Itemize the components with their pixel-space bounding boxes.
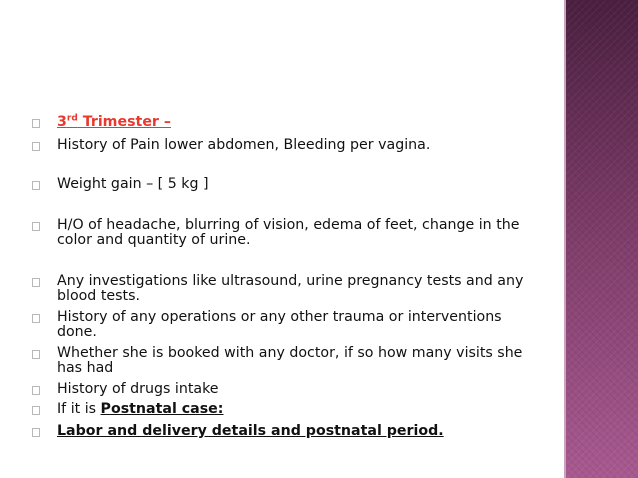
square-bullet-icon bbox=[32, 278, 40, 287]
square-bullet-icon bbox=[32, 350, 40, 359]
slide-heading: 3rd Trimester – bbox=[57, 113, 171, 130]
bullet-text: H/O of headache, blurring of vision, edema of feet, change in the color and quantity of urine. bbox=[57, 217, 520, 248]
square-bullet-icon bbox=[32, 386, 40, 395]
square-bullet-icon bbox=[32, 428, 40, 437]
bullet-text: Any investigations like ultrasound, urine pregnancy tests and any blood tests. bbox=[57, 273, 524, 304]
square-bullet-icon bbox=[32, 406, 40, 415]
square-bullet-icon bbox=[32, 222, 40, 231]
bullet-text: Labor and delivery details and postnatal period. bbox=[57, 423, 444, 439]
square-bullet-icon bbox=[32, 314, 40, 323]
bullet-text: If it is Postnatal case: bbox=[57, 401, 224, 417]
square-bullet-icon bbox=[32, 119, 40, 128]
bullet-text: Weight gain – [ 5 kg ] bbox=[57, 176, 209, 192]
decorative-purple-bar bbox=[566, 0, 638, 478]
bullet-text: Whether she is booked with any doctor, if so how many visits she has had bbox=[57, 345, 523, 376]
postnatal-case-label: Postnatal case: bbox=[100, 401, 224, 417]
bullet-text: History of Pain lower abdomen, Bleeding per vagina. bbox=[57, 137, 431, 153]
bullet-text: History of any operations or any other trauma or interventions done. bbox=[57, 309, 502, 340]
bullet-text: History of drugs intake bbox=[57, 381, 219, 397]
square-bullet-icon bbox=[32, 181, 40, 190]
square-bullet-icon bbox=[32, 142, 40, 151]
